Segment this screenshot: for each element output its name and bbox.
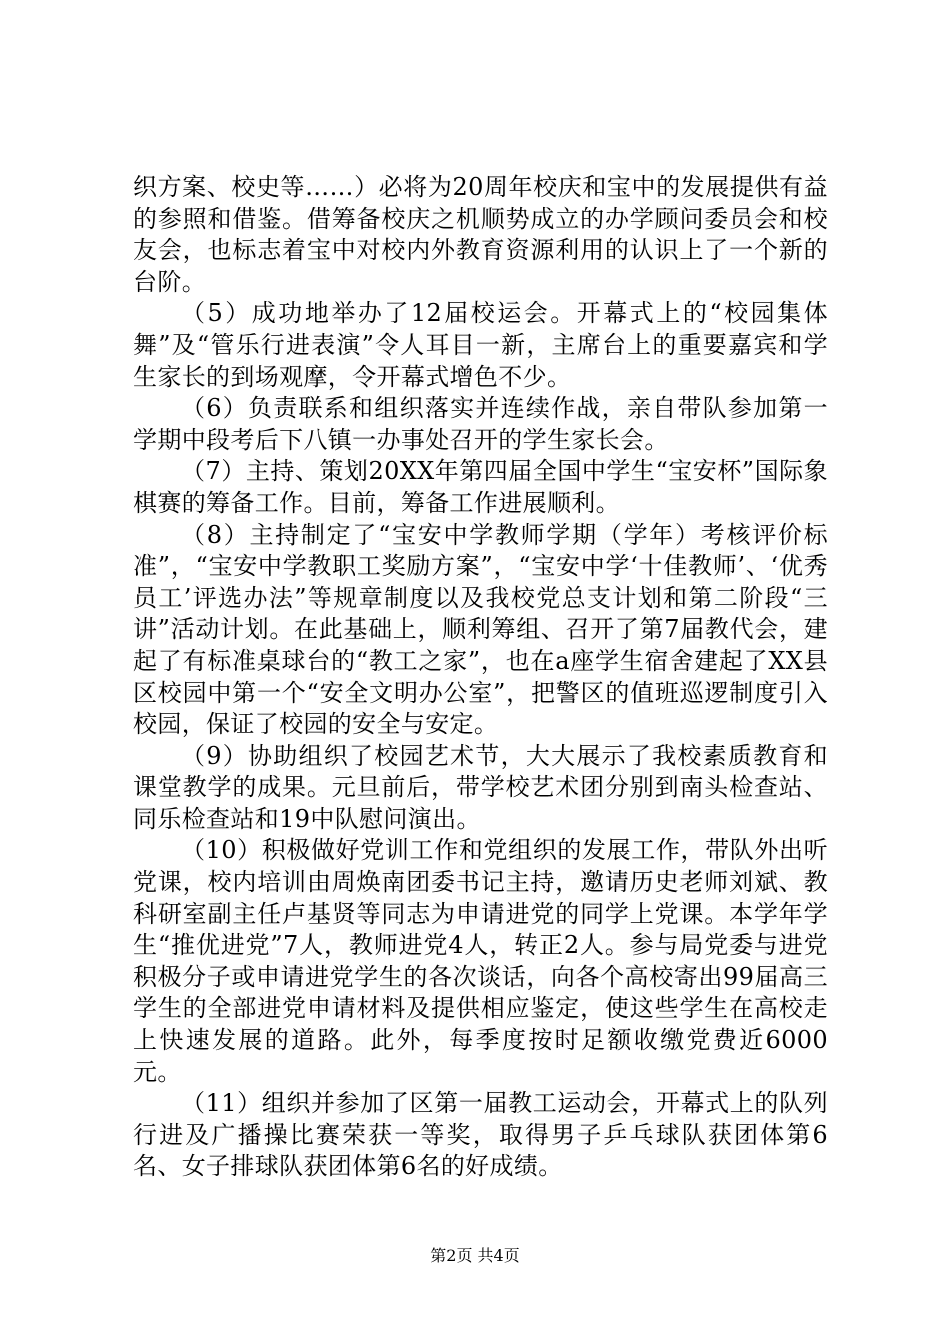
- page-footer: 第2页 共4页: [430, 1246, 520, 1265]
- paragraph-item-5: （5）成功地举办了12届校运会。开幕式上的“校园集体舞”及“管乐行进表演”令人耳目一新，主席台上的重要嘉宾和学生家长的到场观摩，令开幕式增色不少。: [133, 299, 828, 391]
- paragraph-continuation: 织方案、校史等……）必将为20周年校庆和宝中的发展提供有益的参照和借鉴。借筹备校庆之机顺势成立的办学顾问委员会和校友会，也标志着宝中对校内外教育资源利用的认识上了一个新的台阶。: [133, 173, 828, 296]
- paragraph-item-7: （7）主持、策划20XX年第四届全国中学生“宝安杯”国际象棋赛的筹备工作。目前，筹备工作进展顺利。: [133, 457, 828, 517]
- document-body: [133, 172, 828, 1183]
- paragraph-item-11: （11）组织并参加了区第一届教工运动会，开幕式上的队列行进及广播操比赛荣获一等奖，取得男子乒乓球队获团体第6名、女子排球队获团体第6名的好成绩。: [133, 1089, 828, 1181]
- paragraph-item-10: （10）积极做好党训工作和党组织的发展工作，带队外出听党课，校内培训由周焕南团委书记主持，邀请历史老师刘斌、教科研室副主任卢基贤等同志为申请进党的同学上党课。本学年学生“推优进党”7人，教师进党4人，转正2人。参与局党委与进党积极分子或申请进党学生的各次谈话，向各个高校寄出99届高三学生的全部进党申请材料及提供相应鉴定，使这些学生在高校走上快速发展的道路。此外，每季度按时足额收缴党费近6000元。: [133, 836, 828, 1086]
- paragraph-item-6: （6）负责联系和组织落实并连续作战，亲自带队参加第一学期中段考后下八镇一办事处召开的学生家长会。: [133, 394, 828, 454]
- paragraph-item-9: （9）协助组织了校园艺术节，大大展示了我校素质教育和课堂教学的成果。元旦前后，带学校艺术团分别到南头检查站、同乐检查站和19中队慰问演出。: [133, 741, 828, 833]
- paragraph-item-8: （8）主持制定了“宝安中学教师学期（学年）考核评价标准”，“宝安中学教职工奖励方案”，“宝安中学‘十佳教师’、‘优秀员工’评选办法”等规章制度以及我校党总支计划和第二阶段“三讲”活动计划。在此基础上，顺利筹组、召开了第7届教代会，建起了有标准桌球台的“教工之家”，也在a座学生宿舍建起了XX县区校园中第一个“安全文明办公室”，把警区的值班巡逻制度引入校园，保证了校园的安全与安定。: [133, 520, 828, 739]
